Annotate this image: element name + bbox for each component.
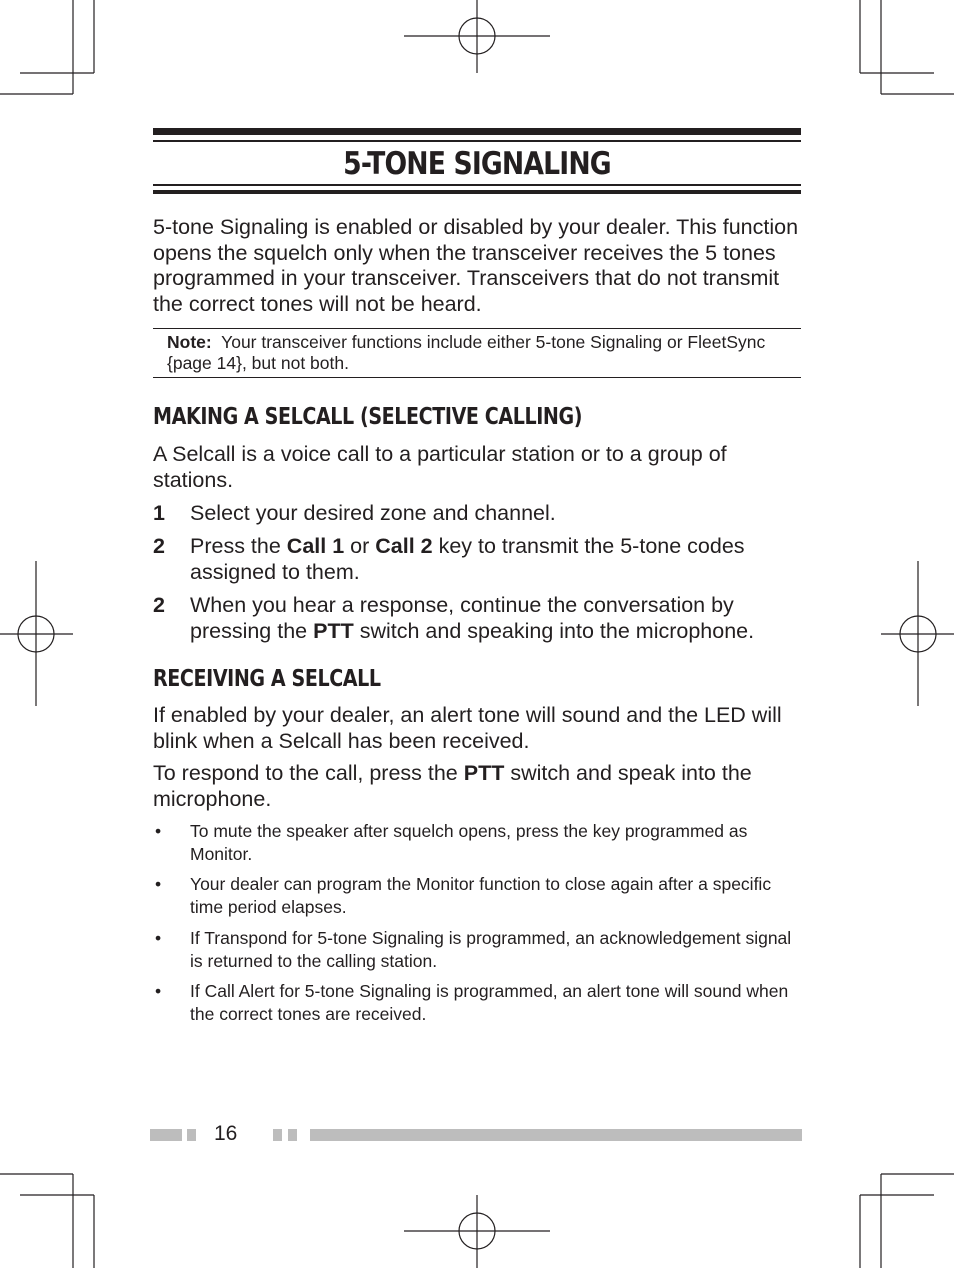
bullet-item bbox=[153, 820, 801, 866]
ptt-switch: PTT bbox=[313, 618, 354, 643]
step-3 bbox=[153, 593, 801, 644]
step-number: 2 bbox=[153, 593, 165, 617]
bullet-item bbox=[153, 873, 801, 919]
title-rule-top-thin bbox=[153, 140, 801, 142]
bullet-dot: • bbox=[155, 928, 162, 948]
section2-para2: To respond to the call, press the PTT switch and speak into the microphone. bbox=[153, 761, 752, 811]
section-heading-receiving-selcall: RECEIVING A SELCALL bbox=[153, 666, 381, 692]
page-title: 5-TONE SIGNALING bbox=[343, 146, 611, 182]
page-number: 16 bbox=[214, 1122, 238, 1145]
step-text: When you hear a response, continue the conversation by pressing the PTT switch and speaking into the microphone. bbox=[190, 593, 755, 643]
intro-paragraph: 5-tone Signaling is enabled or disabled by your dealer. This function opens the squelch only when the transceiver receives the 5 tones programmed in your transceiver. Transceivers that do not transmit the correct tones will not be heard. bbox=[153, 215, 799, 316]
title-rule-bottom-thin bbox=[153, 184, 801, 186]
step-text: Press the Call 1 or Call 2 key to transmit the 5-tone codes assigned to them. bbox=[190, 534, 745, 584]
bullet-text: If Transpond for 5-tone Signaling is programmed, an acknowledgement signal is returned to the calling station. bbox=[190, 928, 792, 971]
call1-key: Call 1 bbox=[286, 534, 345, 558]
section-heading-making-selcall: MAKING A SELCALL (SELECTIVE CALLING) bbox=[153, 404, 583, 430]
section1-intro: A Selcall is a voice call to a particular station or to a group of stations. bbox=[153, 442, 727, 492]
note-text: Your transceiver functions include either 5-tone Signaling or FleetSync {page 14}, but not both. bbox=[167, 332, 766, 373]
title-rule-bottom bbox=[153, 190, 801, 194]
step-text: Select your desired zone and channel. bbox=[190, 501, 556, 525]
title-rule-top bbox=[153, 128, 801, 135]
call2-key: Call 2 bbox=[375, 534, 433, 558]
bullet-item bbox=[153, 927, 801, 973]
step-number: 1 bbox=[153, 501, 165, 525]
note-box bbox=[153, 328, 801, 378]
bullet-dot: • bbox=[155, 821, 162, 841]
footer-bars bbox=[150, 1129, 802, 1141]
step-2 bbox=[153, 534, 801, 585]
note-label: Note: bbox=[167, 332, 212, 352]
step-1 bbox=[153, 501, 801, 527]
step-number: 2 bbox=[153, 534, 165, 558]
bullet-dot: • bbox=[155, 981, 162, 1001]
section2-para1: If enabled by your dealer, an alert tone will sound and the LED will blink when a Selcall has been received. bbox=[153, 703, 782, 753]
ptt-switch: PTT bbox=[463, 761, 505, 785]
bullet-text: If Call Alert for 5-tone Signaling is programmed, an alert tone will sound when the correct tones are received. bbox=[190, 981, 789, 1024]
bullet-dot: • bbox=[155, 874, 162, 894]
bullet-item bbox=[153, 980, 801, 1026]
bullet-text: Your dealer can program the Monitor function to close again after a specific time period elapses. bbox=[190, 874, 772, 917]
bullet-text: To mute the speaker after squelch opens, press the key programmed as Monitor. bbox=[190, 821, 748, 864]
